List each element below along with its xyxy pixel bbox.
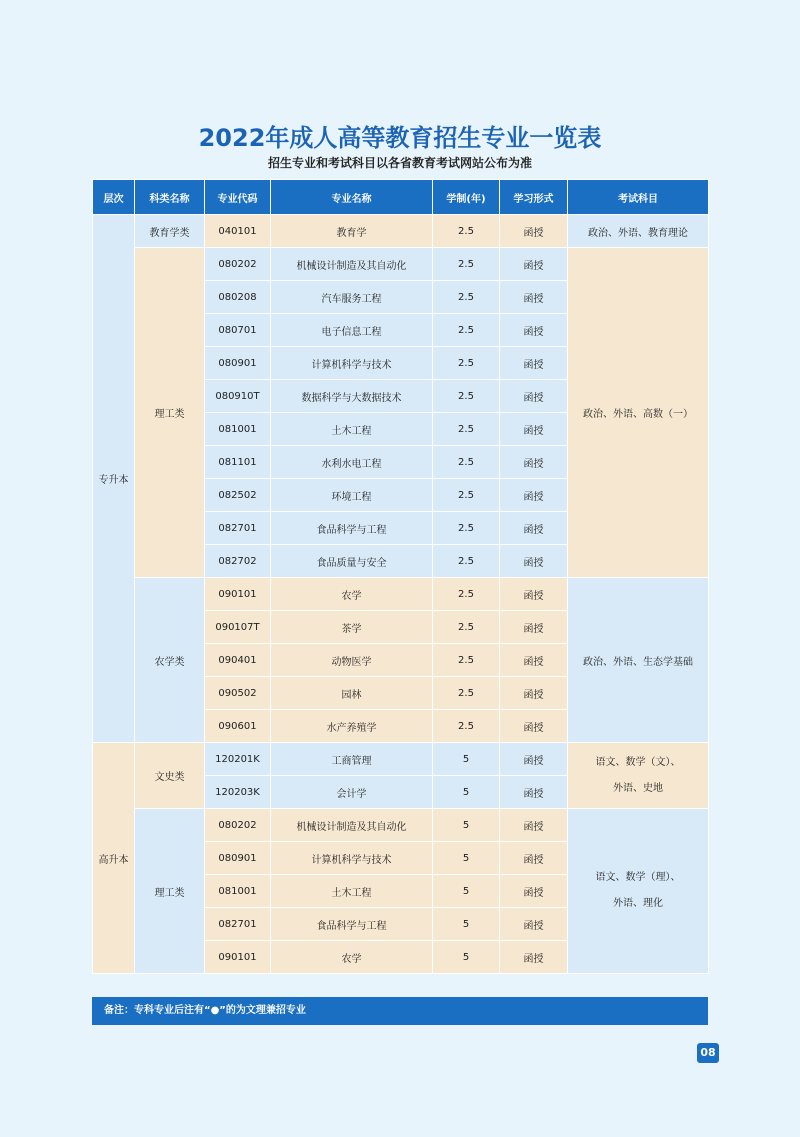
majors-table	[92, 179, 709, 974]
years-cell: 2.5	[433, 248, 500, 281]
years-cell: 5	[433, 875, 500, 908]
mode-cell: 函授	[500, 908, 568, 941]
major-cell: 数据科学与大数据技术	[271, 380, 433, 413]
page-number: 08	[697, 1043, 719, 1063]
major-cell: 水利水电工程	[271, 446, 433, 479]
table-row	[93, 215, 709, 248]
major-cell: 机械设计制造及其自动化	[271, 809, 433, 842]
exam-cell: 政治、外语、生态学基础	[568, 578, 709, 743]
major-cell: 电子信息工程	[271, 314, 433, 347]
major-cell: 工商管理	[271, 743, 433, 776]
years-cell: 2.5	[433, 710, 500, 743]
mode-cell: 函授	[500, 281, 568, 314]
years-cell: 5	[433, 809, 500, 842]
code-cell: 090601	[205, 710, 271, 743]
major-cell: 土木工程	[271, 413, 433, 446]
mode-cell: 函授	[500, 809, 568, 842]
category-cell: 理工类	[135, 809, 205, 974]
mode-cell: 函授	[500, 776, 568, 809]
header-major: 专业名称	[271, 180, 433, 215]
code-cell: 080701	[205, 314, 271, 347]
header-mode: 学习形式	[500, 180, 568, 215]
code-cell: 082701	[205, 512, 271, 545]
major-cell: 食品质量与安全	[271, 545, 433, 578]
mode-cell: 函授	[500, 644, 568, 677]
code-cell: 120201K	[205, 743, 271, 776]
mode-cell: 函授	[500, 215, 568, 248]
mode-cell: 函授	[500, 512, 568, 545]
code-cell: 090107T	[205, 611, 271, 644]
code-cell: 090101	[205, 941, 271, 974]
mode-cell: 函授	[500, 875, 568, 908]
exam-line: 语文、数学（理）、	[595, 872, 681, 883]
major-cell: 教育学	[271, 215, 433, 248]
mode-cell: 函授	[500, 842, 568, 875]
code-cell: 080910T	[205, 380, 271, 413]
mode-cell: 函授	[500, 479, 568, 512]
mode-cell: 函授	[500, 941, 568, 974]
years-cell: 5	[433, 776, 500, 809]
mode-cell: 函授	[500, 545, 568, 578]
category-cell: 教育学类	[135, 215, 205, 248]
level-cell: 专升本	[93, 215, 135, 743]
years-cell: 2.5	[433, 545, 500, 578]
exam-line: 外语、理化	[613, 898, 663, 909]
table-row	[93, 578, 709, 611]
years-cell: 5	[433, 941, 500, 974]
years-cell: 2.5	[433, 314, 500, 347]
mode-cell: 函授	[500, 446, 568, 479]
years-cell: 2.5	[433, 578, 500, 611]
major-cell: 食品科学与工程	[271, 908, 433, 941]
code-cell: 080901	[205, 347, 271, 380]
exam-line: 外语、史地	[613, 782, 663, 794]
mode-cell: 函授	[500, 413, 568, 446]
major-cell: 茶学	[271, 611, 433, 644]
category-cell: 理工类	[135, 248, 205, 578]
major-cell: 动物医学	[271, 644, 433, 677]
mode-cell: 函授	[500, 611, 568, 644]
code-cell: 080901	[205, 842, 271, 875]
major-cell: 农学	[271, 941, 433, 974]
years-cell: 5	[433, 908, 500, 941]
major-cell: 会计学	[271, 776, 433, 809]
table-body	[93, 215, 709, 974]
code-cell: 082702	[205, 545, 271, 578]
major-cell: 土木工程	[271, 875, 433, 908]
major-cell: 环境工程	[271, 479, 433, 512]
code-cell: 081101	[205, 446, 271, 479]
mode-cell: 函授	[500, 743, 568, 776]
years-cell: 2.5	[433, 479, 500, 512]
table-row	[93, 809, 709, 842]
table-row	[93, 248, 709, 281]
exam-cell	[568, 809, 709, 974]
code-cell: 080202	[205, 248, 271, 281]
code-cell: 090401	[205, 644, 271, 677]
major-cell: 食品科学与工程	[271, 512, 433, 545]
mode-cell: 函授	[500, 314, 568, 347]
years-cell: 2.5	[433, 446, 500, 479]
header-category: 科类名称	[135, 180, 205, 215]
years-cell: 2.5	[433, 512, 500, 545]
table-header-row	[93, 180, 709, 215]
major-cell: 农学	[271, 578, 433, 611]
code-cell: 090502	[205, 677, 271, 710]
major-cell: 汽车服务工程	[271, 281, 433, 314]
code-cell: 080202	[205, 809, 271, 842]
mode-cell: 函授	[500, 677, 568, 710]
header-code: 专业代码	[205, 180, 271, 215]
major-cell: 机械设计制造及其自动化	[271, 248, 433, 281]
category-cell: 文史类	[135, 743, 205, 809]
mode-cell: 函授	[500, 248, 568, 281]
header-level: 层次	[93, 180, 135, 215]
code-cell: 081001	[205, 413, 271, 446]
exam-line: 语文、数学（文）、	[595, 756, 681, 768]
years-cell: 2.5	[433, 281, 500, 314]
footnote: 备注：专科专业后注有“●”的为文理兼招专业	[92, 997, 708, 1025]
code-cell: 080208	[205, 281, 271, 314]
major-cell: 水产养殖学	[271, 710, 433, 743]
category-cell: 农学类	[135, 578, 205, 743]
code-cell: 040101	[205, 215, 271, 248]
header-exam: 考试科目	[568, 180, 709, 215]
code-cell: 120203K	[205, 776, 271, 809]
mode-cell: 函授	[500, 347, 568, 380]
mode-cell: 函授	[500, 578, 568, 611]
exam-cell	[568, 743, 709, 809]
code-cell: 081001	[205, 875, 271, 908]
page-subtitle: 招生专业和考试科目以各省教育考试网站公布为准	[267, 156, 532, 170]
level-cell: 高升本	[93, 743, 135, 974]
major-cell: 园林	[271, 677, 433, 710]
table-row	[93, 743, 709, 776]
years-cell: 5	[433, 842, 500, 875]
code-cell: 082701	[205, 908, 271, 941]
major-cell: 计算机科学与技术	[271, 347, 433, 380]
years-cell: 5	[433, 743, 500, 776]
years-cell: 2.5	[433, 413, 500, 446]
years-cell: 2.5	[433, 347, 500, 380]
years-cell: 2.5	[433, 380, 500, 413]
mode-cell: 函授	[500, 380, 568, 413]
header-years: 学制(年)	[433, 180, 500, 215]
major-cell: 计算机科学与技术	[271, 842, 433, 875]
exam-cell: 政治、外语、教育理论	[568, 215, 709, 248]
exam-cell: 政治、外语、高数（一）	[568, 248, 709, 578]
page-title: 2022年成人高等教育招生专业一览表	[198, 124, 602, 152]
code-cell: 090101	[205, 578, 271, 611]
code-cell: 082502	[205, 479, 271, 512]
years-cell: 2.5	[433, 677, 500, 710]
years-cell: 2.5	[433, 644, 500, 677]
years-cell: 2.5	[433, 611, 500, 644]
mode-cell: 函授	[500, 710, 568, 743]
years-cell: 2.5	[433, 215, 500, 248]
